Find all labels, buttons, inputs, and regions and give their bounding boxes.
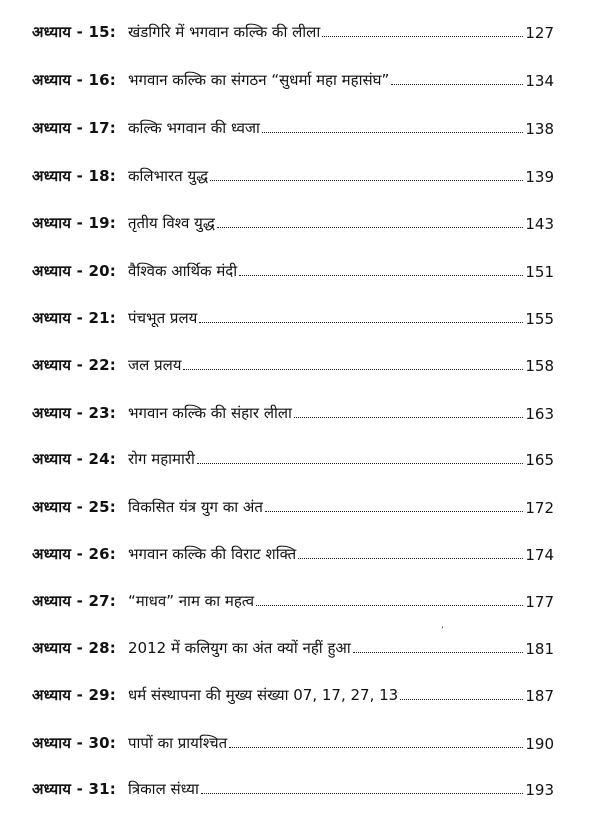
- chapter-title: वैश्विक आर्थिक मंदी: [128, 262, 238, 280]
- chapter-title: रोग महामारी: [128, 450, 195, 468]
- dot-leader: [256, 605, 523, 606]
- chapter-label: अध्याय - 24:: [32, 450, 116, 468]
- page-number: 193: [525, 781, 554, 799]
- toc-entry-22[interactable]: [32, 347, 554, 375]
- toc-entry-23[interactable]: [32, 395, 554, 423]
- dot-leader: [229, 747, 523, 748]
- chapter-label: अध्याय - 20:: [32, 262, 116, 280]
- chapter-label: अध्याय - 31:: [32, 780, 116, 798]
- chapter-title: खंडगिरि में भगवान कल्कि की लीला: [128, 23, 321, 41]
- toc-entry-28[interactable]: [32, 630, 554, 658]
- toc-entry-31[interactable]: [32, 771, 554, 799]
- chapter-label: अध्याय - 23:: [32, 404, 116, 422]
- chapter-title: भगवान कल्कि की संहार लीला: [128, 404, 292, 422]
- page-number: 127: [525, 24, 554, 42]
- page-number: 139: [525, 168, 554, 186]
- page-number: 172: [525, 499, 554, 517]
- chapter-label: अध्याय - 18:: [32, 167, 116, 185]
- chapter-title: विकसित यंत्र युग का अंत: [128, 498, 263, 516]
- chapter-label: अध्याय - 21:: [32, 309, 116, 327]
- page-number: 158: [525, 357, 554, 375]
- toc-entry-29[interactable]: [32, 677, 554, 705]
- chapter-label: अध्याय - 30:: [32, 734, 116, 752]
- page-number: 155: [525, 310, 554, 328]
- chapter-title: “माधव” नाम का महत्व: [128, 592, 255, 610]
- toc-entry-26[interactable]: [32, 536, 554, 564]
- dot-leader: [262, 132, 523, 133]
- page-number: 181: [525, 640, 554, 658]
- dot-leader: [183, 369, 523, 370]
- chapter-label: अध्याय - 15:: [32, 23, 116, 41]
- chapter-title: कलिभारत युद्ध: [128, 167, 209, 185]
- toc-entry-18[interactable]: [32, 158, 554, 186]
- page-number: 190: [525, 735, 554, 753]
- toc-entry-20[interactable]: [32, 253, 554, 281]
- page-number: 177: [525, 593, 554, 611]
- page-number: 134: [525, 72, 554, 90]
- page-number: 143: [525, 215, 554, 233]
- toc-entry-25[interactable]: [32, 489, 554, 517]
- toc-entry-30[interactable]: [32, 725, 554, 753]
- chapter-label: अध्याय - 29:: [32, 686, 116, 704]
- dot-leader: [298, 558, 523, 559]
- chapter-label: अध्याय - 27:: [32, 592, 116, 610]
- page-number: 187: [525, 687, 554, 705]
- chapter-title: जल प्रलय: [128, 356, 182, 374]
- chapter-title: 2012 में कलियुग का अंत क्यों नहीं हुआ: [128, 639, 351, 657]
- dot-leader: [201, 793, 523, 794]
- stray-print-mark: ’: [441, 626, 444, 636]
- chapter-title: पापों का प्रायश्चित: [128, 734, 228, 752]
- chapter-title: धर्म संस्थापना की मुख्य संख्या 07, 17, 27, 13: [128, 686, 399, 704]
- chapter-label: अध्याय - 26:: [32, 545, 116, 563]
- page-number: 138: [525, 120, 554, 138]
- page-number: 174: [525, 546, 554, 564]
- toc-entry-16[interactable]: [32, 62, 554, 90]
- toc-entry-21[interactable]: [32, 300, 554, 328]
- dot-leader: [391, 84, 523, 85]
- toc-entry-27[interactable]: [32, 583, 554, 611]
- chapter-label: अध्याय - 19:: [32, 214, 116, 232]
- toc-entry-24[interactable]: [32, 441, 554, 469]
- chapter-label: अध्याय - 25:: [32, 498, 116, 516]
- chapter-label: अध्याय - 17:: [32, 119, 116, 137]
- dot-leader: [197, 463, 523, 464]
- chapter-title: कल्कि भगवान की ध्वजा: [128, 119, 260, 137]
- dot-leader: [217, 227, 524, 228]
- chapter-title: त्रिकाल संध्या: [128, 780, 199, 798]
- page-number: 165: [525, 451, 554, 469]
- dot-leader: [322, 36, 523, 37]
- dot-leader: [400, 699, 523, 700]
- dot-leader: [210, 180, 523, 181]
- chapter-title: पंचभूत प्रलय: [128, 309, 198, 327]
- dot-leader: [265, 511, 523, 512]
- toc-entry-19[interactable]: [32, 205, 554, 233]
- chapter-label: अध्याय - 28:: [32, 639, 116, 657]
- chapter-label: अध्याय - 22:: [32, 356, 116, 374]
- toc-entry-15[interactable]: [32, 14, 554, 42]
- dot-leader: [199, 322, 523, 323]
- chapter-title: भगवान कल्कि की विराट शक्ति: [128, 545, 297, 563]
- chapter-title: तृतीय विश्व युद्ध: [128, 214, 215, 232]
- dot-leader: [353, 652, 524, 653]
- page-number: 163: [525, 405, 554, 423]
- page-number: 151: [525, 263, 554, 281]
- toc-entry-17[interactable]: [32, 110, 554, 138]
- chapter-label: अध्याय - 16:: [32, 71, 116, 89]
- dot-leader: [294, 417, 523, 418]
- dot-leader: [239, 275, 523, 276]
- chapter-title: भगवान कल्कि का संगठन “सुधर्मा महा महासंघ”: [128, 71, 390, 89]
